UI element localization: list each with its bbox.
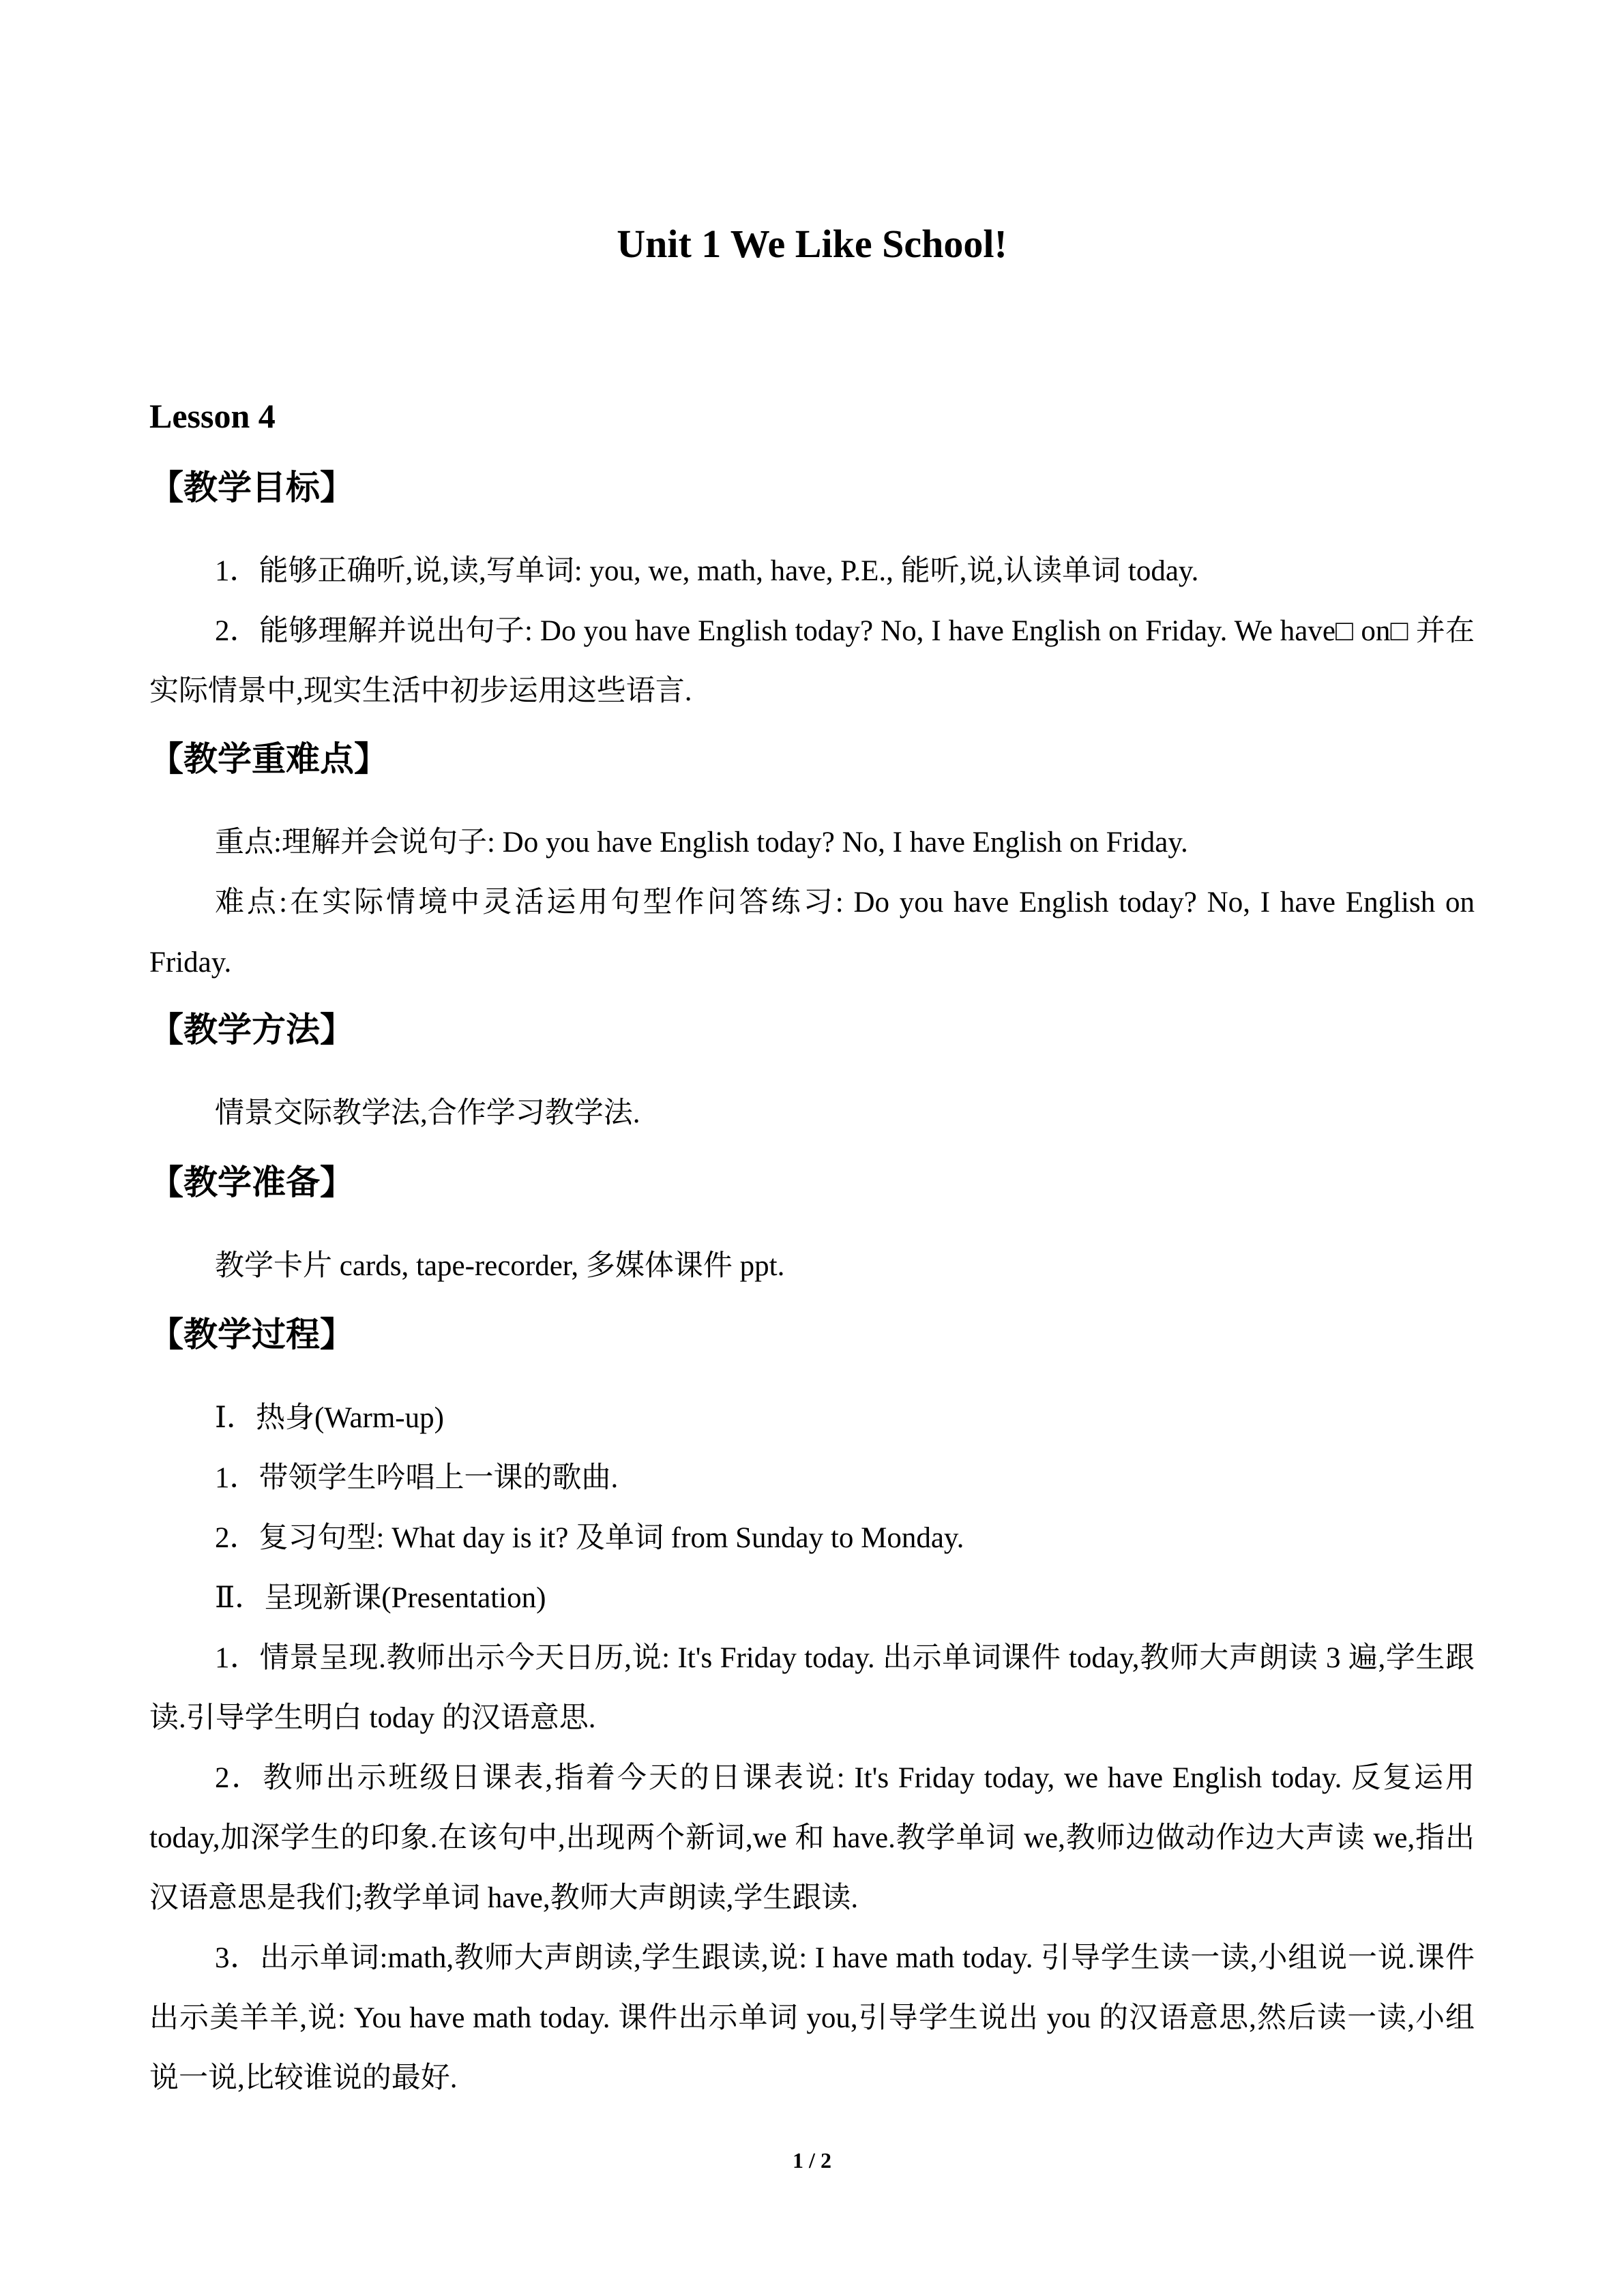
difficulty-item: 难点:在实际情境中灵活运用句型作问答练习: Do you have English today? No, I have English on Friday. <box>149 886 1475 979</box>
key-point-item: 重点:理解并会说句子: Do you have English today? No, I have English on Friday. <box>215 826 1188 859</box>
process-step-presentation-3: 3．出示单词:math,教师大声朗读,学生跟读,说: I have math today. 引导学生读一读,小组说一说.课件出示美羊羊,说: You have math today. 课件出示单词 you,引导学生说出 you 的汉语意思,然后读一读,小组说一说,比较谁说的最好. <box>149 1942 1475 2094</box>
document-page <box>149 0 1475 2296</box>
methods-item: 情景交际教学法,合作学习教学法. <box>215 1097 640 1129</box>
process-step-presentation-1: 1．情景呈现.教师出示今天日历,说: It's Friday today. 出示单词课件 today,教师大声朗读 3 遍,学生跟读.引导学生明白 today 的汉语意思. <box>149 1642 1475 1734</box>
key-points-heading: 【教学重难点】 <box>149 739 388 779</box>
objective-item-2: 2．能够理解并说出句子: Do you have English today? No, I have English on Friday. We have□ on□ 并在实际情景中,现实生活中初步运用这些语言. <box>149 615 1475 707</box>
process-step-1: 1．带领学生吟唱上一课的歌曲. <box>215 1462 619 1494</box>
page-number: 1 / 2 <box>793 2148 831 2173</box>
objectives-heading: 【教学目标】 <box>149 468 354 507</box>
process-step-presentation: Ⅱ．呈现新课(Presentation) <box>215 1582 546 1614</box>
page-title: Unit 1 We Like School! <box>617 222 1007 266</box>
objective-item-1: 1．能够正确听,说,读,写单词: you, we, math, have, P.E., 能听,说,认读单词 today. <box>215 555 1199 587</box>
lesson-label: Lesson 4 <box>149 397 276 435</box>
process-heading: 【教学过程】 <box>149 1315 354 1354</box>
preparation-item: 教学卡片 cards, tape-recorder, 多媒体课件 ppt. <box>215 1250 785 1282</box>
methods-heading: 【教学方法】 <box>149 1010 354 1049</box>
process-step-2: 2．复习句型: What day is it? 及单词 from Sunday to Monday. <box>215 1522 964 1554</box>
process-step-warmup: Ⅰ．热身(Warm-up) <box>215 1402 444 1434</box>
process-step-presentation-2: 2．教师出示班级日课表,指着今天的日课表说: It's Friday today, we have English today. 反复运用 today,加深学生的印象.在该句中,出现两个新词,we 和 have.教学单词 we,教师边做动作边大声读 we,指出汉语意思是我们;教学单词 have,教师大声朗读,学生跟读. <box>149 1762 1475 1914</box>
preparation-heading: 【教学准备】 <box>149 1163 354 1202</box>
